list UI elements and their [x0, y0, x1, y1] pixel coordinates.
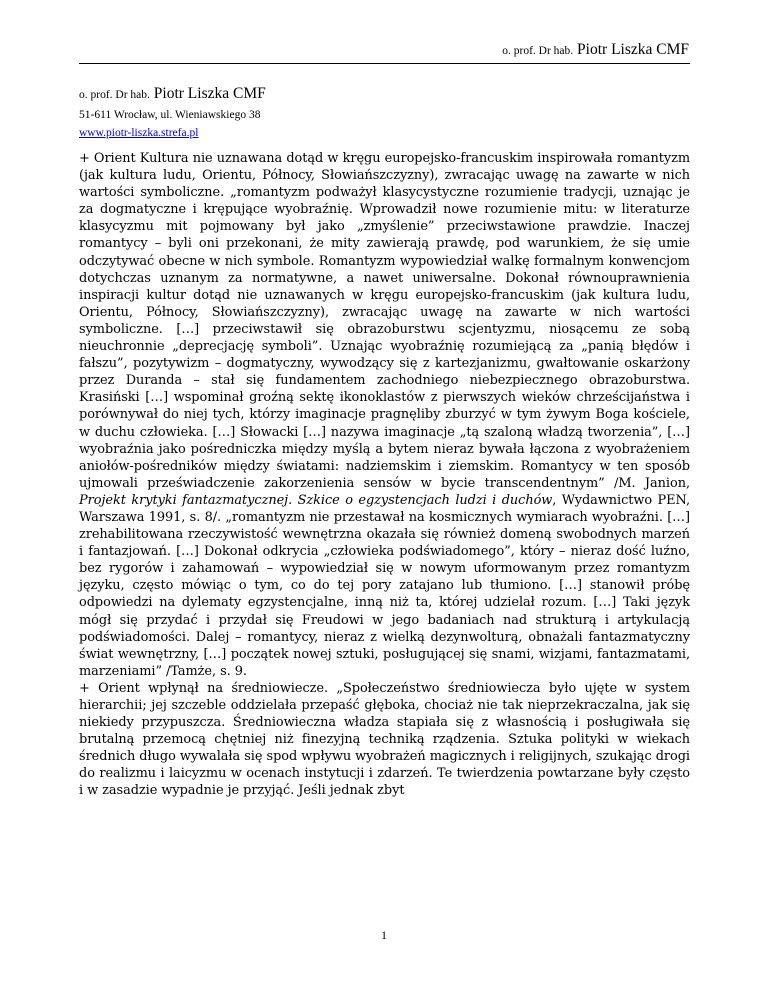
paragraph-orient-culture: [79, 150, 690, 680]
header-title-prefix: o. prof. Dr hab.: [502, 45, 574, 57]
paragraph-orient-middle-ages: + Orient wpłynął na średniowiecze. „Społeczeństwo średniowiecza było ujęte w system hierarchii; jej szczeble oddzielała przepaść głęboka, chociaż nie tak nieprzekraczalna, jak się niekiedy przypuszcza. Średniowieczna władza stapiała się z własnością i posługiwała się brutalną przemocą chętniej niż finezyjną techniką rządzenia. Sztuka polityki w wiekach średnich długo wywalała się spod wpływu wyobrażeń magicznych i religijnych, szukając drogi do realizmu i laicyzmu w ocenach instytucji i zdarzeń. Te twierdzenia powtarzane były często i w zasadzie wypadnie je przyjąć. Jeśli jednak zbyt: [79, 680, 690, 799]
running-header: [502, 40, 689, 61]
author-name: Piotr Liszka CMF: [153, 85, 266, 102]
author-address: 51-611 Wrocław, ul. Wieniawskiego 38: [79, 109, 261, 121]
website-link[interactable]: www.piotr-liszka.strefa.pl: [79, 127, 199, 139]
author-block: [79, 84, 266, 141]
page-number: 1: [381, 928, 387, 942]
body-text: [79, 150, 690, 800]
header-rule: [79, 63, 690, 64]
header-author-name: Piotr Liszka CMF: [577, 41, 689, 58]
author-line: [79, 84, 266, 105]
book-title: Projekt krytyki fantazmatycznej. Szkice o egzystencjach ludzi i duchów: [79, 492, 553, 508]
paragraph-1-text-b: , Wydawnictwo PEN, Warszawa 1991, s. 8/. „romantyzm nie przestawał na kosmicznych wymiarach wyobraźni. […] zrehabilitowana rzeczywistość wewnętrzna okazała się również domeną swobodnych marzeń i fantazjowań. […] Dokonał odkrycia „człowieka podświadomego”, który – nieraz dość luźno, bez rygorów i zahamowań – wypowiedział się w nowym uformowanym przez romantyzm języku, często mówiąc o tym, co do tej pory zatajano lub tłumiono. […] stanowił próbę odpowiedzi na dylematy egzystencjalne, inną niż ta, której udzielał rozum. […] Taki język mógł się przydać i przydał się Freudowi w jego badaniach nad strukturą i artykulacją podświadomości. Dalej – romantycy, nieraz z wielką dezynwolturą, obnażali fantazmatyczny świat wewnętrzny, […] początek nowej sztuki, posługującej się snami, wizjami, fantazmatami, marzeniami” /Tamże, s. 9.: [79, 492, 690, 679]
author-title-prefix: o. prof. Dr hab.: [79, 89, 150, 101]
paragraph-1-text-a: + Orient Kultura nie uznawana dotąd w kręgu europejsko-francuskim inspirowała romantyzm (jak kultura ludu, Orientu, Północy, Słowiańszczyzny), zwracając uwagę na zawarte w nich wartości symboliczne. „romantyzm podważył klasycystyczne rozumienie tradycji, uznając je za dogmatyczne i krępujące wyobraźnię. Wprowadził nowe rozumienie mitu: w literaturze klasycyzmu mit pojmowany był jako „zmyślenie” przeciwstawione prawdzie. Inaczej romantycy – byli oni przekonani, że mity zawierają prawdę, pod warunkiem, że się umie odczytywać obecne w nich symbole. Romantyzm wypowiedział walkę formalnym konwencjom dotychczas uznanym za normatywne, a nawet uniwersalne. Dokonał równouprawnienia inspiracji kultur dotąd nie uznawanych w kręgu europejsko-francuskim (jak kultura ludu, Orientu, Północy, Słowiańszczyzny), zwracając uwagę na zawarte w nich wartości symboliczne. […] przeciwstawił się obrazoburstwu scjentyzmu, niosącemu ze sobą nieuchronnie „deprecjację symboli”. Uznając wyobraźnię rozumiejącą za „panią błędów i fałszu”, pozytywizm – dogmatyczny, wywodzący się z kartezjanizmu, gwałtowanie oskarżony przez Duranda – stał się fundamentem zachodniego niebezpiecznego obrazoburstwa. Krasiński […] wspominał groźną sektę ikonoklastów z pierwszych wieków chrześcijaństwa i porównywał do niej tych, którzy imaginacje pragnęliby zburzyć w tym żywym Boga kościele, w duchu człowieka. […] Słowacki […] nazywa imaginacje „tą szaloną władzą tworzenia”, […] wyobraźnia jako pośredniczka między myślą a bytem nieraz bywała łączona z wyobrażeniem aniołów-pośredników między światami: nadziemskim i ziemskim. Romantycy w ten sposób ujmowali przeświadczenie zakorzenienia sensów w bycie transcendentnym” /M. Janion,: [79, 151, 690, 491]
